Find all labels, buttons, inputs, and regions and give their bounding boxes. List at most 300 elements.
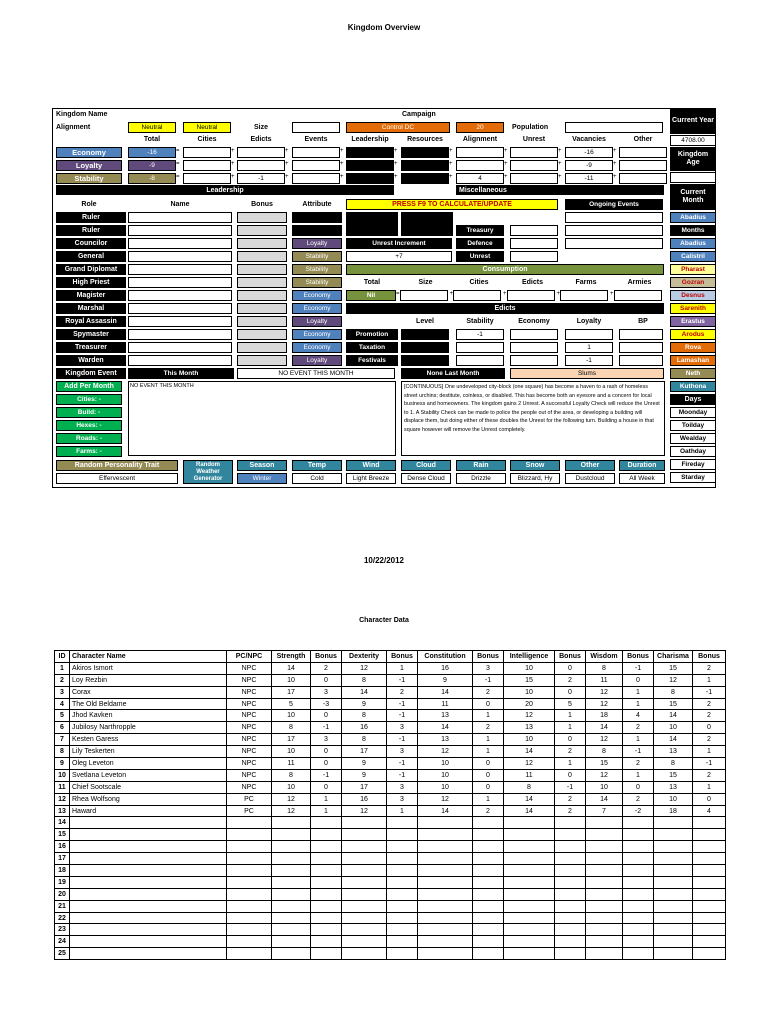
character-stat[interactable]	[504, 817, 555, 829]
character-stat[interactable]	[654, 853, 693, 865]
character-stat[interactable]	[504, 853, 555, 865]
character-stat[interactable]: 2	[693, 734, 726, 746]
character-stat[interactable]: -1	[693, 686, 726, 698]
character-stat[interactable]: 14	[504, 746, 555, 758]
character-stat[interactable]: PC	[227, 793, 272, 805]
character-stat[interactable]	[272, 817, 311, 829]
character-stat[interactable]: 10	[418, 769, 473, 781]
character-stat[interactable]	[418, 865, 473, 877]
stat-loyalty-unrest[interactable]	[510, 160, 558, 171]
character-stat[interactable]: 18	[586, 710, 623, 722]
character-stat[interactable]: 16	[342, 722, 387, 734]
character-stat[interactable]: 15	[654, 662, 693, 674]
character-stat[interactable]	[342, 817, 387, 829]
character-stat[interactable]: 13	[418, 734, 473, 746]
character-stat[interactable]	[418, 936, 473, 948]
character-stat[interactable]	[272, 912, 311, 924]
character-stat[interactable]: 10	[504, 662, 555, 674]
character-stat[interactable]: 20	[504, 698, 555, 710]
character-stat[interactable]	[504, 912, 555, 924]
character-stat[interactable]	[342, 936, 387, 948]
leader-bonus-field[interactable]	[237, 264, 287, 275]
character-stat[interactable]: 0	[311, 746, 342, 758]
stat-stability-events[interactable]	[292, 173, 340, 184]
character-stat[interactable]	[555, 912, 586, 924]
character-stat[interactable]: NPC	[227, 734, 272, 746]
character-stat[interactable]: 12	[586, 698, 623, 710]
character-name[interactable]	[70, 900, 227, 912]
day-moonday[interactable]: Moonday	[670, 407, 716, 418]
character-stat[interactable]	[654, 900, 693, 912]
character-stat[interactable]: 13	[654, 746, 693, 758]
leader-name-field[interactable]	[128, 355, 232, 366]
character-stat[interactable]: -1	[693, 758, 726, 770]
character-stat[interactable]: -1	[387, 710, 418, 722]
character-stat[interactable]	[693, 817, 726, 829]
leader-name-field[interactable]	[128, 290, 232, 301]
leader-name-field[interactable]	[128, 225, 232, 236]
leader-name-field[interactable]	[128, 329, 232, 340]
character-stat[interactable]: 1	[693, 781, 726, 793]
character-stat[interactable]: NPC	[227, 781, 272, 793]
character-stat[interactable]: 3	[387, 746, 418, 758]
character-stat[interactable]	[623, 865, 654, 877]
alignment-1[interactable]: Neutral	[128, 122, 176, 133]
character-stat[interactable]	[272, 876, 311, 888]
character-stat[interactable]: 8	[272, 769, 311, 781]
stat-economy-other[interactable]	[619, 147, 667, 158]
character-name[interactable]: Svetlana Leveton	[70, 769, 227, 781]
character-name[interactable]	[70, 817, 227, 829]
character-stat[interactable]	[418, 912, 473, 924]
character-stat[interactable]	[227, 888, 272, 900]
month-neth[interactable]: Neth	[670, 368, 716, 379]
character-stat[interactable]	[387, 900, 418, 912]
character-stat[interactable]	[504, 924, 555, 936]
character-stat[interactable]	[473, 936, 504, 948]
character-stat[interactable]: 15	[504, 674, 555, 686]
character-stat[interactable]: 10	[504, 734, 555, 746]
stat-loyalty-vacancies[interactable]: -9	[565, 160, 613, 171]
edict-stability[interactable]: -1	[456, 329, 504, 340]
character-stat[interactable]	[654, 841, 693, 853]
character-stat[interactable]: 3	[473, 662, 504, 674]
month-abadius[interactable]: Abadius	[670, 212, 716, 223]
character-stat[interactable]	[555, 853, 586, 865]
character-name[interactable]: Oleg Leveton	[70, 758, 227, 770]
character-stat[interactable]	[227, 865, 272, 877]
day-starday[interactable]: Starday	[670, 472, 716, 483]
consumption-armies[interactable]	[614, 290, 662, 301]
leader-name-field[interactable]	[128, 316, 232, 327]
character-stat[interactable]: 14	[654, 710, 693, 722]
character-name[interactable]: Haward	[70, 805, 227, 817]
character-stat[interactable]: 8	[654, 758, 693, 770]
character-stat[interactable]	[623, 829, 654, 841]
character-stat[interactable]: 10	[418, 758, 473, 770]
character-stat[interactable]: 2	[623, 722, 654, 734]
character-stat[interactable]	[555, 924, 586, 936]
character-stat[interactable]	[555, 876, 586, 888]
character-stat[interactable]	[311, 876, 342, 888]
month-rova[interactable]: Rova	[670, 342, 716, 353]
leader-bonus-field[interactable]	[237, 355, 287, 366]
character-stat[interactable]: 14	[272, 662, 311, 674]
stat-stability-edicts[interactable]: -1	[237, 173, 285, 184]
character-stat[interactable]	[586, 912, 623, 924]
edict-economy[interactable]	[510, 342, 558, 353]
character-stat[interactable]	[555, 829, 586, 841]
character-stat[interactable]: 3	[387, 781, 418, 793]
character-stat[interactable]: 14	[418, 805, 473, 817]
character-stat[interactable]: 12	[272, 793, 311, 805]
character-stat[interactable]: -1	[387, 674, 418, 686]
character-stat[interactable]	[654, 936, 693, 948]
character-stat[interactable]: NPC	[227, 746, 272, 758]
character-stat[interactable]: 8	[272, 722, 311, 734]
character-stat[interactable]: 12	[504, 758, 555, 770]
edict-economy[interactable]	[510, 329, 558, 340]
character-stat[interactable]	[418, 841, 473, 853]
edict-bp[interactable]	[619, 355, 663, 366]
character-stat[interactable]	[504, 948, 555, 960]
character-stat[interactable]: 2	[555, 793, 586, 805]
character-stat[interactable]	[586, 876, 623, 888]
character-stat[interactable]: 0	[555, 769, 586, 781]
size-field[interactable]	[292, 122, 340, 133]
leader-bonus-field[interactable]	[237, 238, 287, 249]
character-stat[interactable]	[387, 888, 418, 900]
character-stat[interactable]	[654, 865, 693, 877]
character-stat[interactable]: 9	[418, 674, 473, 686]
character-stat[interactable]	[227, 853, 272, 865]
edict-stability[interactable]	[456, 355, 504, 366]
character-stat[interactable]	[311, 841, 342, 853]
character-stat[interactable]: 17	[342, 746, 387, 758]
character-stat[interactable]: 0	[311, 674, 342, 686]
character-stat[interactable]: 0	[693, 722, 726, 734]
character-stat[interactable]: 10	[272, 781, 311, 793]
character-stat[interactable]	[387, 865, 418, 877]
character-stat[interactable]: 10	[272, 674, 311, 686]
character-stat[interactable]	[418, 900, 473, 912]
character-stat[interactable]: 2	[555, 805, 586, 817]
stat-stability-other[interactable]	[619, 173, 667, 184]
character-stat[interactable]	[342, 865, 387, 877]
character-stat[interactable]	[693, 948, 726, 960]
character-stat[interactable]: -1	[387, 698, 418, 710]
character-stat[interactable]: PC	[227, 805, 272, 817]
character-stat[interactable]	[586, 853, 623, 865]
character-stat[interactable]	[623, 924, 654, 936]
character-stat[interactable]: 15	[654, 769, 693, 781]
character-stat[interactable]: NPC	[227, 686, 272, 698]
character-stat[interactable]	[693, 865, 726, 877]
leader-bonus-field[interactable]	[237, 277, 287, 288]
character-stat[interactable]	[418, 948, 473, 960]
leader-bonus-field[interactable]	[237, 329, 287, 340]
character-stat[interactable]: 0	[623, 781, 654, 793]
character-name[interactable]: The Old Beldame	[70, 698, 227, 710]
month-sarenith[interactable]: Sarenith	[670, 303, 716, 314]
character-stat[interactable]: 2	[555, 674, 586, 686]
character-stat[interactable]	[387, 948, 418, 960]
character-stat[interactable]: 13	[654, 781, 693, 793]
current-year-value[interactable]: 4708.00	[670, 135, 716, 146]
character-stat[interactable]	[473, 865, 504, 877]
character-stat[interactable]	[586, 936, 623, 948]
character-stat[interactable]: 8	[586, 746, 623, 758]
leader-bonus-field[interactable]	[237, 290, 287, 301]
leader-bonus-field[interactable]	[237, 342, 287, 353]
month-calistril[interactable]: Calistril	[670, 251, 716, 262]
character-stat[interactable]: -1	[387, 769, 418, 781]
character-stat[interactable]	[311, 817, 342, 829]
character-name[interactable]: Akiros Ismort	[70, 662, 227, 674]
character-stat[interactable]	[418, 924, 473, 936]
character-stat[interactable]	[555, 936, 586, 948]
character-name[interactable]: Jhod Kavken	[70, 710, 227, 722]
character-stat[interactable]: 11	[272, 758, 311, 770]
character-stat[interactable]: NPC	[227, 710, 272, 722]
character-stat[interactable]	[473, 829, 504, 841]
stat-economy-cities[interactable]	[183, 147, 231, 158]
day-fireday[interactable]: Fireday	[670, 459, 716, 470]
leader-name-field[interactable]	[128, 303, 232, 314]
leader-name-field[interactable]	[128, 238, 232, 249]
character-stat[interactable]: 13	[504, 722, 555, 734]
character-stat[interactable]	[473, 841, 504, 853]
treasury-value[interactable]	[510, 225, 558, 236]
character-stat[interactable]	[555, 817, 586, 829]
leader-bonus-field[interactable]	[237, 225, 287, 236]
character-stat[interactable]	[473, 853, 504, 865]
character-stat[interactable]: 0	[473, 769, 504, 781]
character-stat[interactable]	[555, 865, 586, 877]
character-stat[interactable]: 10	[654, 722, 693, 734]
character-stat[interactable]: -1	[311, 769, 342, 781]
character-stat[interactable]	[387, 924, 418, 936]
character-stat[interactable]	[311, 900, 342, 912]
edict-loyalty[interactable]: 1	[565, 342, 613, 353]
character-name[interactable]: Loy Rezbin	[70, 674, 227, 686]
character-stat[interactable]	[227, 900, 272, 912]
stat-economy-unrest[interactable]	[510, 147, 558, 158]
stat-loyalty-other[interactable]	[619, 160, 667, 171]
consumption-size[interactable]	[400, 290, 448, 301]
character-stat[interactable]: -1	[311, 722, 342, 734]
character-stat[interactable]	[311, 912, 342, 924]
character-stat[interactable]: 1	[473, 710, 504, 722]
character-stat[interactable]: 1	[311, 793, 342, 805]
character-stat[interactable]: 17	[272, 734, 311, 746]
unrest-value[interactable]	[510, 251, 558, 262]
weather-generator-button[interactable]: Random Weather Generator	[183, 460, 233, 484]
character-stat[interactable]: 14	[586, 793, 623, 805]
stat-economy-edicts[interactable]	[237, 147, 285, 158]
character-stat[interactable]	[272, 829, 311, 841]
character-stat[interactable]	[623, 912, 654, 924]
character-stat[interactable]	[387, 876, 418, 888]
character-stat[interactable]	[418, 876, 473, 888]
character-stat[interactable]	[227, 841, 272, 853]
leader-name-field[interactable]	[128, 277, 232, 288]
character-stat[interactable]	[342, 853, 387, 865]
character-stat[interactable]: 1	[473, 746, 504, 758]
character-stat[interactable]: -1	[387, 734, 418, 746]
character-stat[interactable]: 18	[654, 805, 693, 817]
stat-loyalty-alignment[interactable]	[456, 160, 504, 171]
character-stat[interactable]	[227, 948, 272, 960]
character-stat[interactable]	[623, 900, 654, 912]
character-stat[interactable]	[555, 841, 586, 853]
character-stat[interactable]: 1	[387, 662, 418, 674]
stat-economy-events[interactable]	[292, 147, 340, 158]
character-stat[interactable]: 16	[342, 793, 387, 805]
character-stat[interactable]: 2	[693, 662, 726, 674]
character-name[interactable]	[70, 924, 227, 936]
edict-economy[interactable]	[510, 355, 558, 366]
character-stat[interactable]	[227, 817, 272, 829]
character-stat[interactable]: 2	[623, 793, 654, 805]
character-stat[interactable]: NPC	[227, 769, 272, 781]
character-stat[interactable]	[693, 888, 726, 900]
character-stat[interactable]	[654, 948, 693, 960]
character-stat[interactable]	[654, 817, 693, 829]
character-stat[interactable]	[342, 900, 387, 912]
character-name[interactable]	[70, 865, 227, 877]
stat-economy-vacancies[interactable]: -16	[565, 147, 613, 158]
stat-stability-vacancies[interactable]: -11	[565, 173, 613, 184]
ongoing-event-field[interactable]	[565, 238, 663, 249]
day-oathday[interactable]: Oathday	[670, 446, 716, 457]
character-stat[interactable]: 2	[473, 805, 504, 817]
character-stat[interactable]: 0	[473, 758, 504, 770]
character-stat[interactable]: 5	[555, 698, 586, 710]
character-stat[interactable]	[504, 841, 555, 853]
character-stat[interactable]	[654, 912, 693, 924]
character-stat[interactable]: 10	[504, 686, 555, 698]
character-stat[interactable]: 8	[342, 734, 387, 746]
month-kuthona[interactable]: Kuthona	[670, 381, 716, 392]
character-stat[interactable]	[311, 948, 342, 960]
character-stat[interactable]	[693, 841, 726, 853]
character-stat[interactable]: -1	[387, 758, 418, 770]
consumption-farms[interactable]	[560, 290, 608, 301]
character-name[interactable]: Chief Sootscale	[70, 781, 227, 793]
character-stat[interactable]: 12	[504, 710, 555, 722]
character-stat[interactable]: 1	[473, 793, 504, 805]
character-name[interactable]	[70, 876, 227, 888]
character-stat[interactable]	[555, 900, 586, 912]
stat-stability-unrest[interactable]	[510, 173, 558, 184]
character-stat[interactable]	[387, 817, 418, 829]
character-stat[interactable]: NPC	[227, 758, 272, 770]
character-name[interactable]: Jubilosy Narthropple	[70, 722, 227, 734]
character-stat[interactable]	[586, 948, 623, 960]
character-stat[interactable]	[473, 876, 504, 888]
character-stat[interactable]	[623, 841, 654, 853]
stat-economy-alignment[interactable]	[456, 147, 504, 158]
stat-loyalty-events[interactable]	[292, 160, 340, 171]
leader-bonus-field[interactable]	[237, 251, 287, 262]
character-stat[interactable]	[623, 876, 654, 888]
stat-stability-alignment[interactable]: 4	[456, 173, 504, 184]
character-name[interactable]: Corax	[70, 686, 227, 698]
character-stat[interactable]	[342, 829, 387, 841]
character-stat[interactable]: 13	[418, 710, 473, 722]
character-stat[interactable]: 14	[504, 805, 555, 817]
character-stat[interactable]: -1	[473, 674, 504, 686]
character-stat[interactable]: 14	[654, 734, 693, 746]
character-stat[interactable]	[654, 829, 693, 841]
character-stat[interactable]	[504, 888, 555, 900]
character-stat[interactable]: 1	[693, 674, 726, 686]
character-stat[interactable]: 0	[555, 662, 586, 674]
character-stat[interactable]	[473, 900, 504, 912]
character-stat[interactable]	[693, 876, 726, 888]
month-arodus[interactable]: Arodus	[670, 329, 716, 340]
leader-name-field[interactable]	[128, 212, 232, 223]
character-stat[interactable]: 2	[473, 722, 504, 734]
character-stat[interactable]: 0	[311, 758, 342, 770]
character-stat[interactable]: 11	[504, 769, 555, 781]
character-stat[interactable]: 2	[387, 686, 418, 698]
character-stat[interactable]	[473, 888, 504, 900]
character-stat[interactable]: 10	[272, 710, 311, 722]
character-stat[interactable]	[693, 900, 726, 912]
character-stat[interactable]: 12	[586, 734, 623, 746]
character-stat[interactable]	[227, 924, 272, 936]
character-stat[interactable]	[342, 876, 387, 888]
character-stat[interactable]: 12	[654, 674, 693, 686]
character-stat[interactable]: 9	[342, 698, 387, 710]
character-stat[interactable]: 17	[342, 781, 387, 793]
character-stat[interactable]: NPC	[227, 698, 272, 710]
edict-loyalty[interactable]: -1	[565, 355, 613, 366]
ongoing-event-field[interactable]	[565, 212, 663, 223]
character-stat[interactable]	[387, 829, 418, 841]
character-stat[interactable]	[418, 829, 473, 841]
month-erastus[interactable]: Erastus	[670, 316, 716, 327]
character-stat[interactable]: 2	[693, 769, 726, 781]
character-stat[interactable]: 12	[418, 746, 473, 758]
character-stat[interactable]: 12	[586, 769, 623, 781]
character-stat[interactable]: 5	[272, 698, 311, 710]
character-stat[interactable]: 1	[623, 686, 654, 698]
character-stat[interactable]	[387, 841, 418, 853]
character-stat[interactable]	[272, 888, 311, 900]
edict-bp[interactable]	[619, 329, 663, 340]
character-stat[interactable]: 3	[311, 686, 342, 698]
character-name[interactable]	[70, 948, 227, 960]
character-stat[interactable]: -2	[623, 805, 654, 817]
character-stat[interactable]: 1	[623, 734, 654, 746]
character-stat[interactable]	[504, 936, 555, 948]
character-stat[interactable]	[693, 936, 726, 948]
character-stat[interactable]: NPC	[227, 722, 272, 734]
character-stat[interactable]: -1	[623, 746, 654, 758]
character-name[interactable]: Lily Teskerten	[70, 746, 227, 758]
character-name[interactable]	[70, 912, 227, 924]
character-stat[interactable]: 2	[693, 710, 726, 722]
character-stat[interactable]: 10	[272, 746, 311, 758]
character-stat[interactable]: 1	[555, 722, 586, 734]
character-stat[interactable]: 12	[342, 805, 387, 817]
leader-bonus-field[interactable]	[237, 316, 287, 327]
character-stat[interactable]: 8	[342, 710, 387, 722]
character-name[interactable]	[70, 888, 227, 900]
